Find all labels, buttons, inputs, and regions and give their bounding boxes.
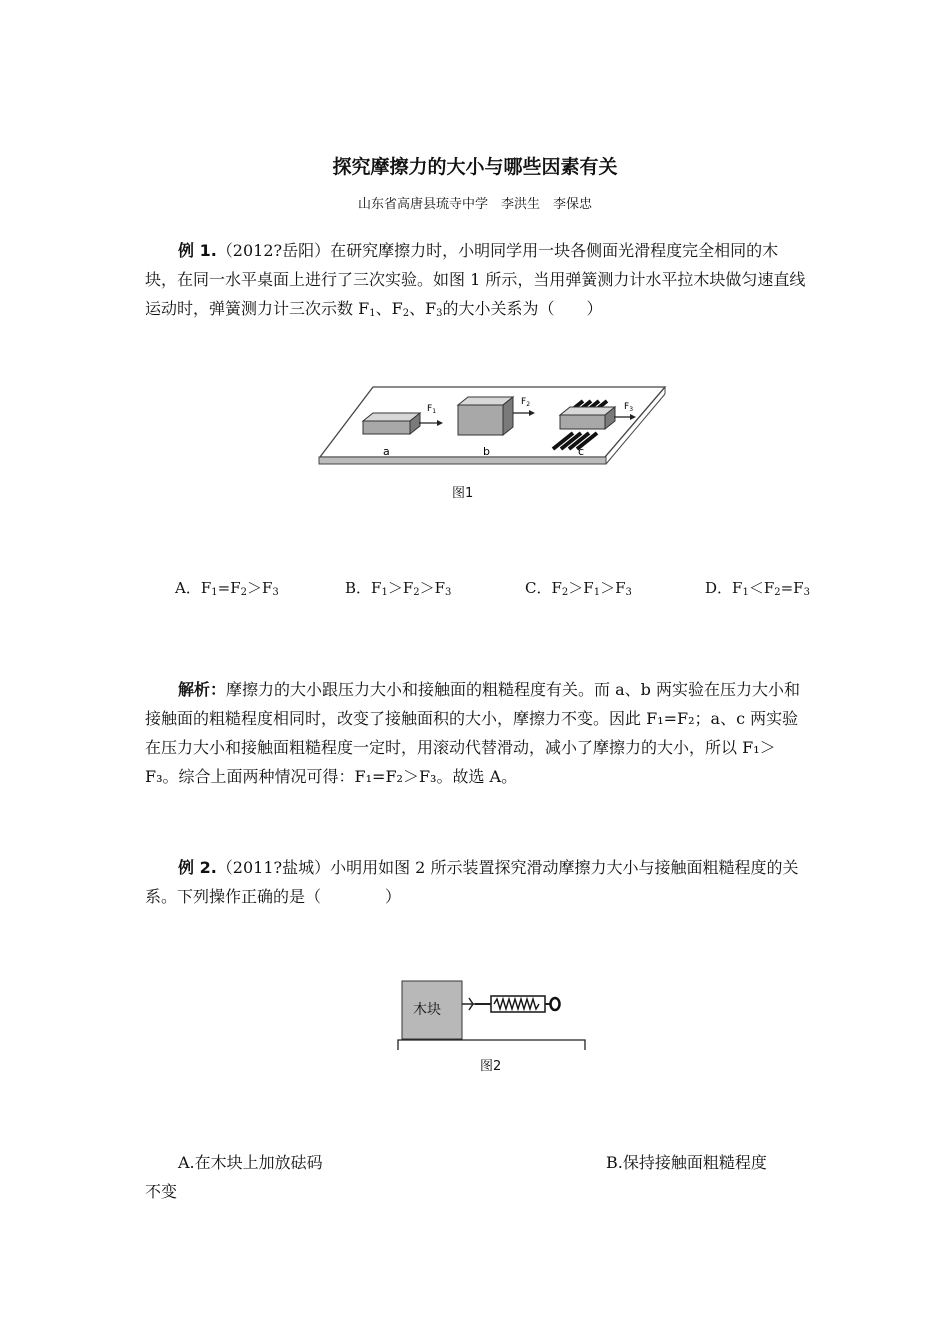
- label-f2: $F_2$: [521, 397, 531, 408]
- example-2-option-a: A.在木块上加放砝码: [178, 1153, 323, 1172]
- figure-1-diagram: [315, 383, 670, 468]
- label-f3: $F_3$: [624, 402, 634, 413]
- option-c: C．$F_2>F_1>F_3$: [525, 579, 632, 598]
- example-1-text: （2012?岳阳）在研究摩擦力时，小明同学用一块各侧面光滑程度完全相同的木块，在同一水平桌面上进行了三次实验。如图 1 所示，当用弹簧测力计水平拉木块做匀速直线运动时，弹簧测力计三次示数 F: [145, 241, 806, 318]
- option-a: A．$F_1=F_2>F_3$: [175, 579, 279, 598]
- label-f1: $F_1$: [427, 404, 437, 415]
- example-2-text: （2011?盐城）小明用如图 2 所示装置探究滑动摩擦力大小与接触面粗糙程度的关系。下列操作正确的是（ ）: [145, 858, 799, 906]
- option-d: D．$F_1<F_2=F_3$: [705, 579, 810, 598]
- figure-2-diagram: [395, 978, 591, 1054]
- example-1-text-tail: 的大小关系为（ ）: [442, 299, 603, 318]
- option-b: B．$F_1>F_2>F_3$: [345, 579, 452, 598]
- analysis-label: 解析：: [178, 680, 227, 699]
- example-2-option-b: B.保持接触面粗糙程度: [606, 1153, 767, 1172]
- figure-2-caption: 图2: [480, 1059, 502, 1074]
- example-2-label: 例 2.: [178, 858, 217, 877]
- example-1-question: 例 1.（2012?岳阳）在研究摩擦力时，小明同学用一块各侧面光滑程度完全相同的木块，在同一水平桌面上进行了三次实验。如图 1 所示，当用弹簧测力计水平拉木块做匀速直线运动时，弹簧测力计三次示数 $F_1$、$F_2$、$F_3$的大小关系为（ ）: [145, 241, 806, 319]
- analysis-text: 摩擦力的大小跟压力大小和接触面的粗糙程度有关。而 a、b 两实验在压力大小和接触面的粗糙程度相同时，改变了接触面积的大小，摩擦力不变。因此 F₁=F₂；a、c 两实验在压力大小和接触面粗糙程度一定时，用滚动代替滑动，减小了摩擦力的大小，所以 F₁＞F₃。综合上面两种情况可得：F₁=F₂＞F₃。故选 A。: [145, 680, 800, 786]
- example-2-question: [145, 853, 809, 911]
- label-a: a: [383, 445, 390, 458]
- wood-block-label: 木块: [413, 1002, 441, 1018]
- example-2-option-b-cont: 不变: [145, 1182, 178, 1201]
- authors-line: 山东省高唐县琉寺中学 李洪生 李保忠: [357, 197, 592, 212]
- example-1-label: 例 1.: [178, 241, 217, 260]
- figure-1-caption: 图1: [452, 486, 474, 501]
- page-title: 探究摩擦力的大小与哪些因素有关: [332, 156, 618, 178]
- analysis-paragraph: [145, 675, 809, 791]
- label-b: b: [483, 445, 490, 458]
- label-c: c: [578, 445, 585, 458]
